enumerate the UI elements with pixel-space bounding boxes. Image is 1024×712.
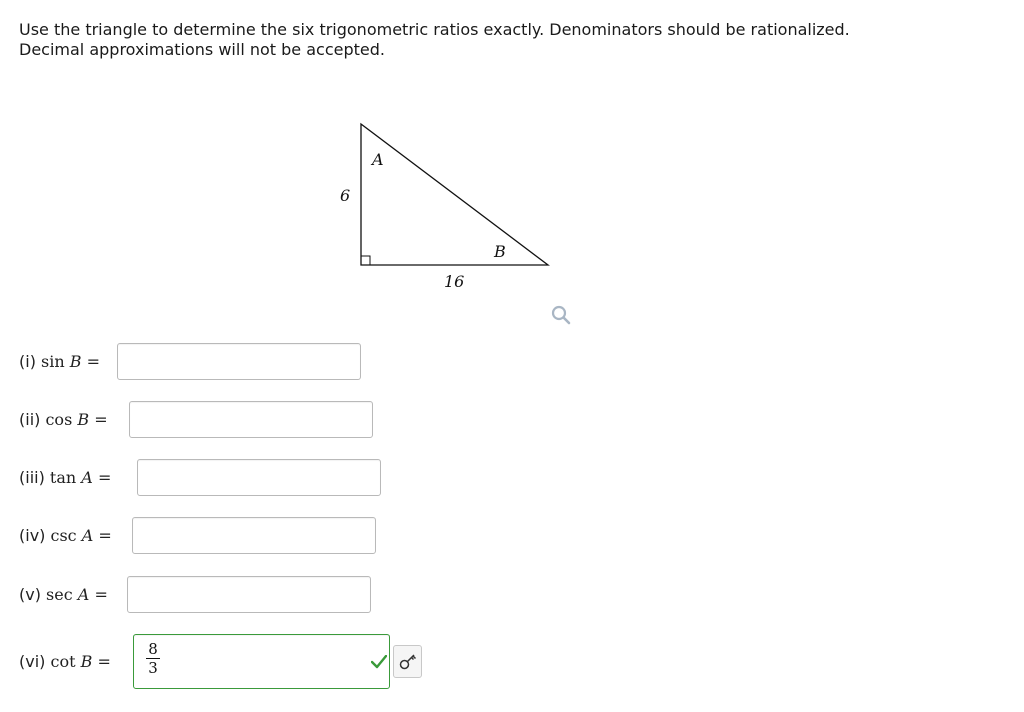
answer-input-tan-a[interactable] — [137, 459, 381, 496]
answer-input-cos-b[interactable] — [129, 401, 373, 438]
question-label-4: (iv) csc A = — [19, 525, 112, 545]
checkmark-icon — [371, 655, 387, 669]
instructions-line-2: Decimal approximations will not be accepted. — [19, 40, 385, 59]
question-row-4 — [19, 517, 112, 553]
vertex-label-a: A — [372, 150, 384, 169]
answer-input-sec-a[interactable] — [127, 576, 371, 613]
question-label-5: (v) sec A = — [19, 584, 108, 604]
triangle-shape — [361, 124, 548, 265]
side-label-vertical: 6 — [340, 186, 351, 205]
question-row-5 — [19, 576, 108, 612]
question-label-3: (iii) tan A = — [19, 467, 112, 487]
question-label-6: (vi) cot B = — [19, 651, 111, 671]
fraction-numerator: 8 — [148, 640, 158, 658]
vertex-label-b: B — [494, 242, 506, 261]
fraction-answer — [146, 641, 160, 676]
question-row-6 — [19, 643, 111, 679]
question-row-3 — [19, 459, 111, 495]
key-icon[interactable] — [393, 645, 422, 678]
instructions-line-1: Use the triangle to determine the six trigonometric ratios exactly. Denominators should be rationalized. — [19, 20, 850, 39]
magnifier-icon[interactable] — [548, 302, 574, 328]
side-label-horizontal: 16 — [444, 272, 465, 291]
right-angle-marker — [361, 256, 370, 265]
question-label-2: (ii) cos B = — [19, 409, 108, 429]
answer-input-csc-a[interactable] — [132, 517, 376, 554]
fraction-denominator: 3 — [148, 659, 158, 677]
question-row-1 — [19, 343, 100, 379]
answer-input-sin-b[interactable] — [117, 343, 361, 380]
question-row-2 — [19, 401, 108, 437]
question-label-1: (i) sin B = — [19, 351, 101, 371]
answer-input-cot-b[interactable] — [133, 634, 390, 689]
